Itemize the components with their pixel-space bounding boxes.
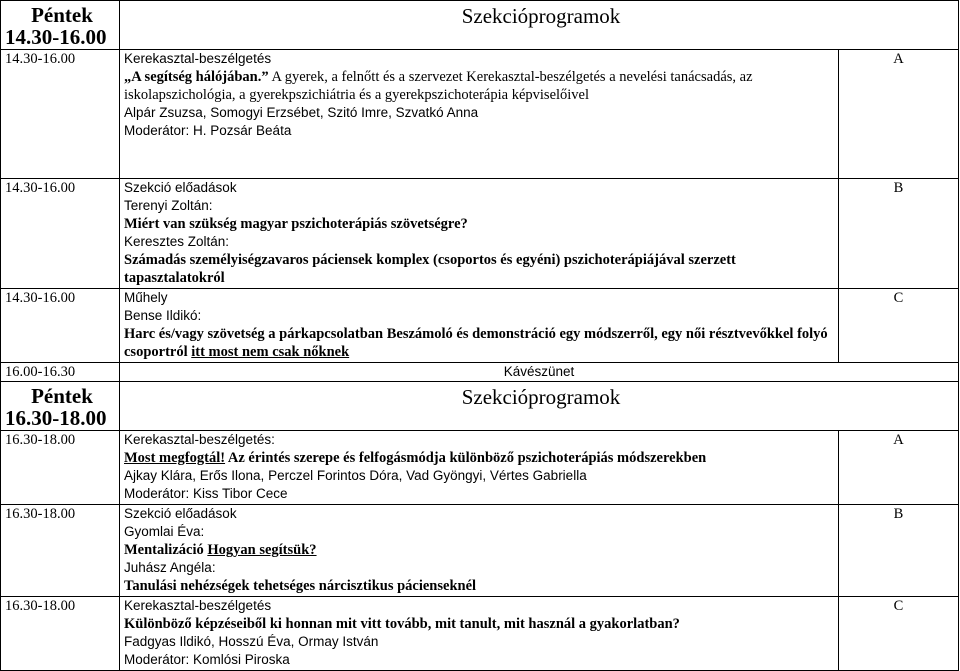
session-letter: A bbox=[839, 50, 959, 179]
header-title: Szekcióprogramok bbox=[120, 1, 959, 50]
section-header-2 bbox=[1, 382, 959, 431]
session-time: 16.30-18.00 bbox=[1, 597, 120, 671]
title-rest: Az érintés szerepe és felfogásmódja különböző pszichoterápiás módszerekben bbox=[225, 450, 707, 466]
talk-title: Tanulási nehézségek tehetséges nárcisztikus pácienseknél bbox=[124, 578, 477, 594]
header-title: Szekcióprogramok bbox=[120, 382, 959, 431]
session-title: Különböző képzéseiből ki honnan mit vitt tovább, mit tanult, mit használ a gyakorlatban? bbox=[124, 616, 680, 632]
break-time: 16.00-16.30 bbox=[1, 363, 120, 382]
session-content bbox=[120, 50, 839, 179]
session-content bbox=[120, 289, 839, 363]
title-bold: „A segítség hálójában.” bbox=[124, 69, 269, 85]
talk-title: Miért van szükség magyar pszichoterápiás szövetségre? bbox=[124, 216, 468, 232]
header-time: 14.30-16.00 bbox=[5, 25, 107, 49]
session-content bbox=[120, 505, 839, 597]
speaker: Terenyi Zoltán: bbox=[124, 198, 213, 213]
talk-part-b: Hogyan segítsük? bbox=[207, 542, 317, 558]
session-letter: B bbox=[839, 505, 959, 597]
participants: Ajkay Klára, Erős Ilona, Perczel Forintos Dóra, Vad Gyöngyi, Vértes Gabriella bbox=[124, 468, 587, 483]
session-row bbox=[1, 505, 959, 597]
header-time: 16.30-18.00 bbox=[5, 406, 107, 430]
session-title bbox=[124, 68, 838, 104]
participants: Alpár Zsuzsa, Somogyi Erzsébet, Szitó Imre, Szvatkó Anna bbox=[124, 105, 479, 120]
talk-title bbox=[124, 325, 838, 361]
session-content bbox=[120, 597, 839, 671]
session-time: 16.30-18.00 bbox=[1, 431, 120, 505]
session-letter: C bbox=[839, 289, 959, 363]
speaker: Gyomlai Éva: bbox=[124, 524, 205, 539]
session-row bbox=[1, 50, 959, 179]
break-label: Kávészünet bbox=[120, 363, 959, 382]
participants: Fadgyas Ildikó, Hosszú Éva, Ormay István bbox=[124, 634, 379, 649]
session-time: 14.30-16.00 bbox=[1, 289, 120, 363]
header-day-time bbox=[1, 1, 120, 50]
session-time: 14.30-16.00 bbox=[1, 179, 120, 289]
session-type: Szekció előadások bbox=[124, 506, 237, 521]
session-time: 14.30-16.00 bbox=[1, 50, 120, 179]
talk-title bbox=[124, 541, 838, 559]
session-row bbox=[1, 597, 959, 671]
session-type: Kerekasztal-beszélgetés bbox=[124, 51, 272, 66]
header-day: Péntek bbox=[31, 3, 93, 27]
title-bold: Most megfogtál! bbox=[124, 450, 226, 466]
session-type: Kerekasztal-beszélgetés bbox=[124, 598, 272, 613]
talk-title: Számadás személyiségzavaros páciensek komplex (csoportos és egyéni) pszichoterápiájával szerzett tapasztalatokról bbox=[124, 252, 736, 286]
session-letter: B bbox=[839, 179, 959, 289]
header-day-time bbox=[1, 382, 120, 431]
talk-part1: Harc és/vagy szövetség a párkapcsolatban Beszámoló és demonstráció egy módszerről, egy női résztvevőkkel folyó csoportról bbox=[124, 326, 828, 360]
session-type: Szekció előadások bbox=[124, 180, 237, 195]
session-row bbox=[1, 179, 959, 289]
session-row bbox=[1, 431, 959, 505]
break-row bbox=[1, 363, 959, 382]
session-title bbox=[124, 449, 838, 467]
session-time: 16.30-18.00 bbox=[1, 505, 120, 597]
session-row bbox=[1, 289, 959, 363]
session-letter: C bbox=[839, 597, 959, 671]
talk-part2: itt most nem csak nőknek bbox=[191, 344, 350, 360]
speaker: Bense Ildikó: bbox=[124, 308, 202, 323]
moderator: Moderátor: Komlósi Piroska bbox=[124, 652, 290, 667]
session-type: Kerekasztal-beszélgetés: bbox=[124, 432, 275, 447]
session-content bbox=[120, 431, 839, 505]
moderator: Moderátor: Kiss Tibor Cece bbox=[124, 486, 288, 501]
session-letter: A bbox=[839, 431, 959, 505]
section-header-1 bbox=[1, 1, 959, 50]
header-day: Péntek bbox=[31, 384, 93, 408]
talk-part-a: Mentalizáció bbox=[124, 542, 204, 558]
speaker: Keresztes Zoltán: bbox=[124, 234, 230, 249]
session-type: Műhely bbox=[124, 290, 168, 305]
title-rest: A gyerek, a felnőtt és a szervezet Kerekasztal-beszélgetés a nevelési tanácsadás, az iskolapszichológia, a gyerekpszichiátria és a gyerekpszichoterápia képviselőivel bbox=[124, 69, 753, 103]
speaker: Juhász Angéla: bbox=[124, 560, 216, 575]
session-content bbox=[120, 179, 839, 289]
moderator: Moderátor: H. Pozsár Beáta bbox=[124, 123, 292, 138]
